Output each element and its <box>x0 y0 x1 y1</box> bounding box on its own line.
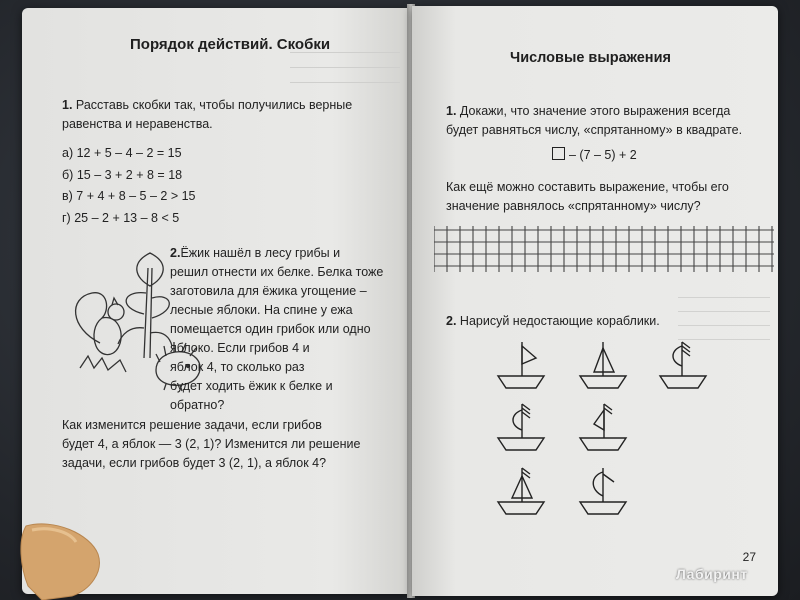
task1-text <box>446 102 776 140</box>
task-line: лесные яблоки. На спине у ежа <box>170 303 353 317</box>
question-line: задачи, если грибов будет 3 (2, 1), а яблок 4? <box>62 456 327 470</box>
task-line: решил отнести их белке. Белка тоже <box>170 265 384 279</box>
boats-illustration <box>492 334 722 524</box>
grass <box>80 356 126 372</box>
item-expression: 12 + 5 – 4 – 2 = 15 <box>76 146 182 160</box>
tree-leaf-top <box>137 253 163 286</box>
task2-text <box>170 244 396 415</box>
boat <box>580 468 626 514</box>
page-number: 27 <box>742 550 756 564</box>
right-page <box>412 6 778 596</box>
task-line: будет равняться числу, «спрятанному» в квадрате. <box>446 123 743 137</box>
task-line: будет ходить ёжик к белке и <box>170 379 333 393</box>
question-line: будет 4, а яблок — 3 (2, 1)? Изменится ли решение <box>62 437 361 451</box>
item-expression: 15 – 3 + 2 + 8 = 18 <box>76 167 183 182</box>
equation-item <box>62 208 196 230</box>
squirrel-head <box>108 304 124 320</box>
boat <box>580 404 626 450</box>
item-label: в) <box>62 189 73 203</box>
item-label: б) <box>62 167 74 182</box>
boat <box>580 342 626 388</box>
question-line: Как изменится решение задачи, если грибов <box>62 418 322 432</box>
squirrel-body <box>94 317 121 354</box>
boat <box>498 468 544 514</box>
thumb-photo <box>14 516 104 600</box>
boat <box>498 404 544 450</box>
task-line: обратно? <box>170 398 225 412</box>
item-label: г) <box>62 210 71 225</box>
equation-item <box>62 165 196 187</box>
task-number: 1. <box>446 104 457 118</box>
item-expression: 7 + 4 + 8 – 5 – 2 > 15 <box>76 189 196 203</box>
task-number: 2. <box>170 246 181 260</box>
task-line: яблоко. Если грибов 4 и <box>170 341 310 355</box>
hidden-number-box <box>552 147 565 160</box>
task1-question <box>446 178 776 216</box>
task-line: Расставь скобки так, чтобы получились верные <box>75 98 353 112</box>
answer-grid <box>434 226 774 274</box>
task-line: заготовила для ёжика угощение – <box>170 284 367 298</box>
boat <box>498 342 544 388</box>
watermark-logo: Лабиринт <box>676 566 748 582</box>
equation-list <box>62 143 196 229</box>
task2-question <box>62 416 402 473</box>
equation-item <box>62 186 196 208</box>
task-number: 2. <box>446 314 457 328</box>
task2-text <box>446 312 766 331</box>
item-label: а) <box>62 146 74 160</box>
task1-text <box>62 96 397 134</box>
task-line <box>170 244 396 263</box>
tree-leaf-left <box>126 293 146 314</box>
task-number: 1. <box>62 98 73 112</box>
tree-trunk <box>144 268 152 358</box>
item-expression: 25 – 2 + 13 – 8 < 5 <box>74 210 180 225</box>
task-line: Нарисуй недостающие кораблики. <box>459 314 660 328</box>
page-title: Числовые выражения <box>510 50 671 66</box>
tree-leaf-right <box>152 297 169 318</box>
task-line: помещается один грибок или одно <box>170 322 371 336</box>
question-line: Как ещё можно составить выражение, чтобы его <box>446 180 729 194</box>
left-page <box>22 8 410 594</box>
task-line-text: Ёжик нашёл в лесу грибы и <box>180 246 341 260</box>
equation-item <box>62 143 196 165</box>
boat <box>660 342 706 388</box>
page-title: Порядок действий. Скобки <box>130 36 331 53</box>
task-line: равенства и неравенства. <box>62 117 213 131</box>
question-line: значение равнялось «спрятанному» числу? <box>446 199 701 213</box>
expression <box>552 146 637 165</box>
expression-text: – (7 – 5) + 2 <box>569 148 637 162</box>
task-line: Докажи, что значение этого выражения всегда <box>459 104 731 118</box>
task-line: яблок 4, то сколько раз <box>170 360 305 374</box>
